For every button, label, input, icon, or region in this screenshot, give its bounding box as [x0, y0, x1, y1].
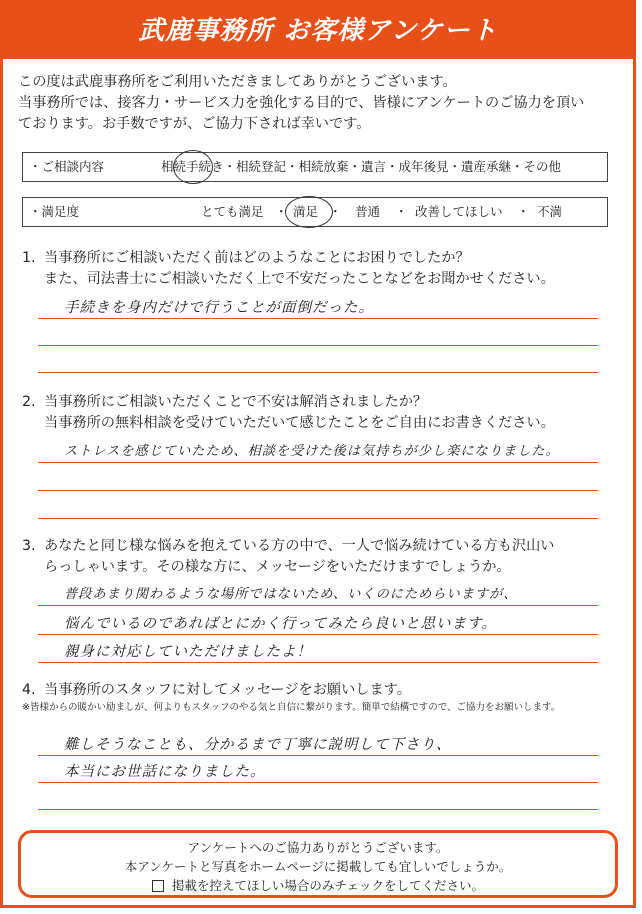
- answer-text: 悩んでいるのであればとにかく行ってみたら良いと思います。: [64, 616, 497, 632]
- satisfaction-option: 改善してほしい: [415, 204, 503, 219]
- question-text: また、司法書士にご相談いただく上で不安だったことなどをお聞かせください。: [44, 271, 555, 287]
- satisfaction-option: とても満足: [201, 204, 264, 219]
- consultation-type-options: 相続手続き・相続登記・相続放棄・遺言・成年後見・遺産承継・その他: [161, 159, 562, 174]
- question-2: [22, 392, 622, 434]
- answer-text: 手続きを身内だけで行うことが面倒だった。: [64, 300, 374, 316]
- question-1: [22, 248, 622, 290]
- answer-text: 難しそうなことも、分かるまで丁寧に説明して下さり、: [64, 737, 452, 753]
- opt-out-label: 掲載を控えてほしい場合のみチェックをしてください。: [171, 878, 485, 893]
- question-3: [22, 536, 622, 578]
- question-number: 3.: [22, 538, 36, 554]
- answer-line: [38, 662, 598, 663]
- selection-circle: [173, 150, 213, 184]
- answer-line: [38, 518, 598, 519]
- answer-line: [38, 372, 598, 373]
- answer-line: [38, 318, 598, 319]
- closing-text: アンケートへのご協力ありがとうございます。: [187, 840, 449, 855]
- question-number: 1.: [22, 250, 36, 266]
- answer-line: [38, 634, 598, 635]
- answer-line: [38, 345, 598, 346]
- satisfaction-separator: ・: [329, 204, 342, 219]
- answer-line: [38, 605, 598, 606]
- intro-line: ております。お手数ですが、ご協力下されば幸いです。: [18, 116, 371, 132]
- question-number: 2.: [22, 394, 36, 410]
- satisfaction-box: [22, 197, 608, 227]
- satisfaction-option: 普通: [355, 204, 381, 219]
- question-text: 当事務所にご相談いただくことで不安は解消されましたか？: [44, 394, 428, 410]
- answer-line: [38, 755, 598, 756]
- closing-text: 本アンケートと写真をホームページに掲載しても宜しいでしょうか。: [124, 859, 512, 874]
- answer-text: ストレスを感じていたため、相談を受けた後は気持ちが少し楽になりました。: [64, 444, 560, 459]
- consultation-type-label: ・ご相談内容: [29, 159, 105, 174]
- answer-text: 本当にお世話になりました。: [64, 764, 266, 780]
- answer-line: [38, 490, 598, 491]
- opt-out-checkbox[interactable]: [152, 880, 164, 892]
- consultation-type-box: [22, 152, 608, 182]
- answer-line: [38, 809, 598, 810]
- answer-line: [38, 782, 598, 783]
- satisfaction-option: 不満: [537, 204, 563, 219]
- intro-text: [18, 72, 618, 135]
- satisfaction-option: 満足: [293, 204, 319, 219]
- answer-text: 親身に対応していただけましたよ！: [64, 644, 312, 660]
- survey-title: 武鹿事務所 お客様アンケート: [3, 3, 633, 59]
- intro-line: この度は武鹿事務所をご利用いただきましてありがとうございます。: [18, 74, 457, 90]
- satisfaction-label: ・満足度: [29, 204, 80, 219]
- answer-line: [38, 462, 598, 463]
- selection-circle: [285, 196, 333, 228]
- question-4: [22, 680, 622, 715]
- question-note: ※皆様からの暖かい励ましが、何よりもスタッフのやる気と自信に繋がります。簡単で結構ですので、ご協力をお願いします。: [22, 702, 561, 713]
- satisfaction-separator: ・: [395, 204, 408, 219]
- question-text: 当事務所にご相談いただく前はどのようなことにお困りでしたか？: [44, 250, 470, 266]
- satisfaction-separator: ・: [275, 204, 288, 219]
- closing-box: [18, 830, 618, 898]
- answer-text: 普段あまり関わるような場所ではないため、いくのにためらいますが、: [64, 587, 518, 602]
- question-text: 当事務所の無料相談を受けていただいて感じたことをご自由にお書きください。: [44, 415, 555, 431]
- question-text: あなたと同じ様な悩みを抱えている方の中で、一人で悩み続けている方も沢山い: [44, 538, 555, 554]
- satisfaction-separator: ・: [517, 204, 530, 219]
- question-text: らっしゃいます。その様な方に、メッセージをいただけますでしょうか。: [44, 559, 511, 575]
- question-number: 4.: [22, 682, 36, 698]
- question-text: 当事務所のスタッフに対してメッセージをお願いします。: [44, 682, 411, 698]
- intro-line: 当事務所では、接客力・サービス力を強化する目的で、皆様にアンケートのご協力を頂い: [18, 95, 585, 111]
